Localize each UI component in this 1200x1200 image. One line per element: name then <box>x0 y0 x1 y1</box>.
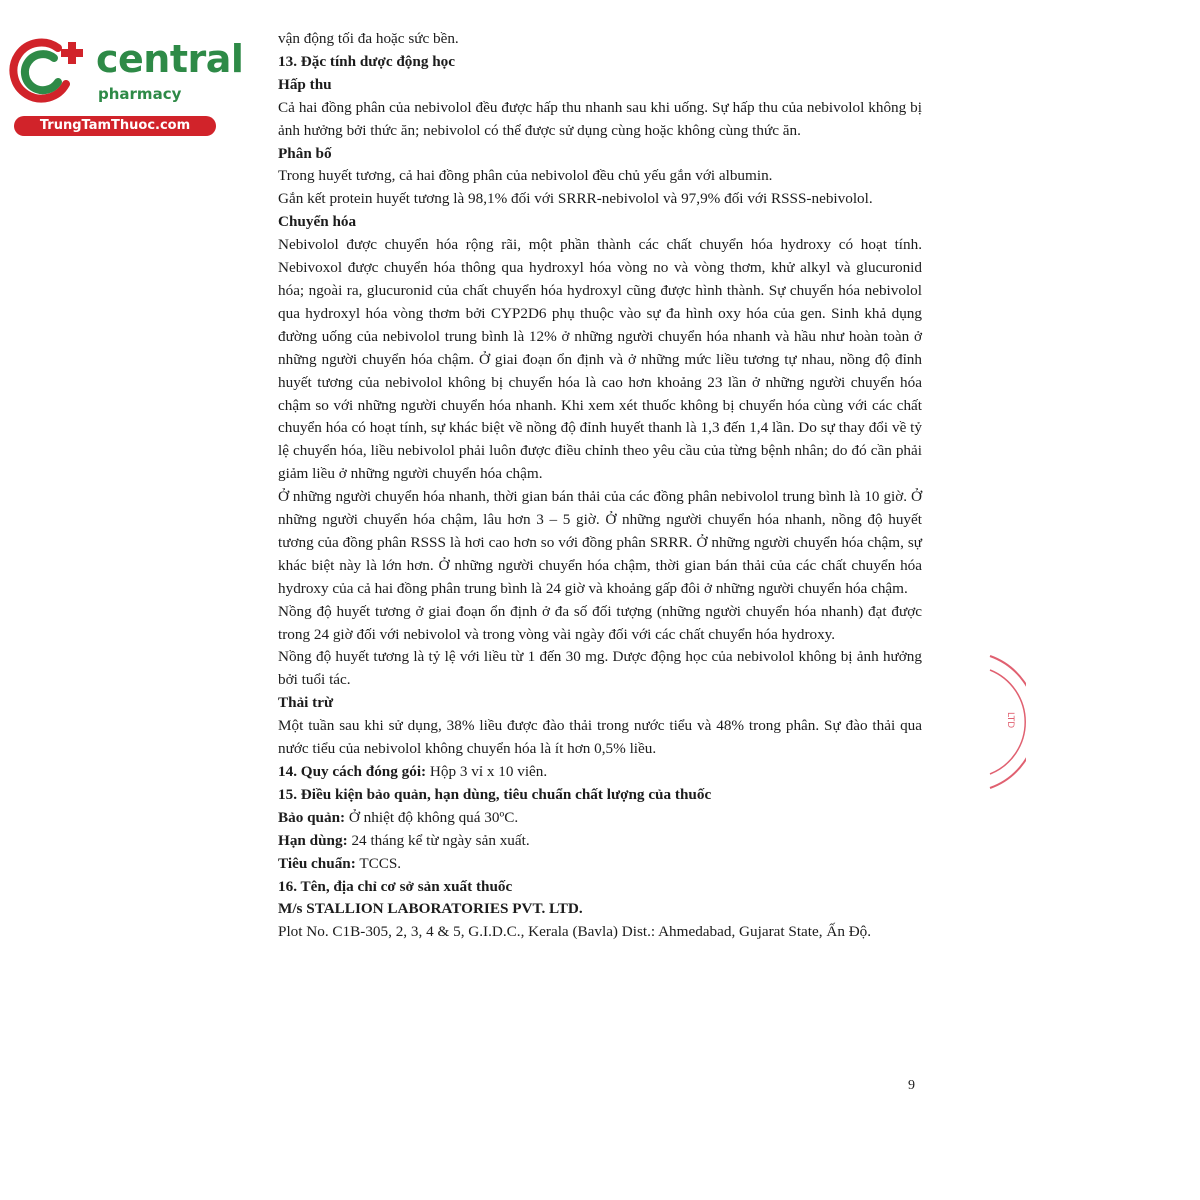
subheading-chuyen-hoa: Chuyển hóa <box>278 213 357 231</box>
manufacturer-address: Plot No. C1B-305, 2, 3, 4 & 5, G.I.D.C., Kerala (Bavla) Dist.: Ahmedabad, Gujarat State, Ấn Độ. <box>278 923 872 941</box>
stamp-text: LTD <box>1005 712 1015 729</box>
paragraph: Trong huyết tương, cả hai đồng phân của nebivolol đều chủ yếu gắn với albumin. <box>278 167 773 185</box>
paragraph: Nồng độ huyết tương ở giai đoạn ổn định ở đa số đối tượng (những người chuyển hóa nhanh) đạt được trong 24 giờ đối với nebivolol và trong vòng vài ngày đối với các chất chuyển hóa hydroxy. <box>278 602 922 643</box>
subheading-thai-tru: Thải trừ <box>278 694 334 712</box>
section-14 <box>278 761 922 784</box>
subheading-phan-bo: Phân bố <box>278 144 332 162</box>
paragraph: Ở những người chuyển hóa nhanh, thời gian bán thải của các đồng phân nebivolol trung bình là 10 giờ. Ở những người chuyển hóa chậm, lâu hơn 3 – 5 giờ. Ở những người chuyển hóa nhanh, nồng độ huyết tương của đồng phân RSSS là hơi cao hơn so với đồng phân SRRR. Ở những người chuyển hóa chậm, sự khác biệt này là lớn hơn. Ở những người chuyển hóa chậm, thời gian bán thải của các chất chuyển hóa hydroxy của cả hai đồng phân trung bình là 24 giờ và khoảng gấp đôi ở những người chuyển hóa chậm. <box>278 488 922 597</box>
shelf-life-label: Hạn dùng: <box>278 831 348 849</box>
standard-line <box>278 853 922 876</box>
subheading-hap-thu: Hấp thu <box>278 75 332 93</box>
paragraph: Gắn kết protein huyết tương là 98,1% đối với SRRR-nebivolol và 97,9% đối với RSSS-nebivolol. <box>278 190 873 208</box>
pharmacy-cross-icon <box>8 36 92 108</box>
section-heading-13: 13. Đặc tính dược động học <box>278 52 456 70</box>
paragraph: vận động tối đa hoặc sức bền. <box>278 30 459 47</box>
paragraph: Nebivolol được chuyển hóa rộng rãi, một phần thành các chất chuyển hóa hydroxy có hoạt tính. Nebivoxol được chuyển hóa thông qua hydroxyl hóa vòng no và vòng thơm, khử alkyl và glucuronid hóa; ngoài ra, glucuronid của chất chuyển hóa hydroxyl cũng được hình thành. Sự chuyển hóa nebivolol qua hydroxyl hóa vòng thơm bởi CYP2D6 phụ thuộc vào sự đa hình oxy hóa của gen. Sinh khả dụng đường uống của nebivolol trung bình là 12% ở những người chuyển hóa nhanh và hầu như hoàn toàn ở những người chuyển hóa chậm. Ở giai đoạn ổn định và ở những mức liều tương tự nhau, nồng độ đỉnh huyết tương của nebivolol không bị chuyển hóa là cao hơn khoảng 23 lần ở những người chuyển hóa chậm so với những người chuyển hóa nhanh. Khi xem xét thuốc không bị chuyển hóa cùng với các chất chuyển hóa có hoạt tính, sự khác biệt về nồng độ đỉnh huyết thanh là 1,3 đến 1,4 lần. Do sự thay đổi về tỷ lệ chuyển hóa, liều nebivolol phải luôn được điều chỉnh theo yêu cầu của từng bệnh nhân; do đó cần phải giảm liều ở những người chuyển hóa chậm. <box>278 236 922 483</box>
company-stamp-icon <box>986 652 1026 792</box>
paragraph: Một tuần sau khi sử dụng, 38% liều được đào thải trong nước tiểu và 48% trong phân. Sự đào thải qua nước tiểu của nebivolol không chuyển hóa là ít hơn 0,5% liều. <box>278 717 922 758</box>
page-number: 9 <box>908 1078 915 1093</box>
manufacturer-name: M/s STALLION LABORATORIES PVT. LTD. <box>278 900 583 918</box>
shelf-life-line <box>278 830 922 853</box>
storage-label: Bảo quản: <box>278 808 346 826</box>
section-heading-14: 14. Quy cách đóng gói: <box>278 763 427 780</box>
storage-line <box>278 807 922 830</box>
central-pharmacy-logo <box>8 36 244 136</box>
shelf-life-value: 24 tháng kể từ ngày sản xuất. <box>347 831 530 849</box>
packaging-value: Hộp 3 vỉ x 10 viên. <box>426 763 548 780</box>
storage-value: Ở nhiệt độ không quá 30ºC. <box>345 808 519 826</box>
standard-label: Tiêu chuẩn: <box>278 854 356 872</box>
document-body <box>278 28 922 944</box>
standard-value: TCCS. <box>355 854 402 872</box>
logo-brand: central <box>96 37 244 81</box>
section-heading-16: 16. Tên, địa chỉ cơ sở sản xuất thuốc <box>278 877 513 895</box>
section-heading-15: 15. Điều kiện bảo quản, hạn dùng, tiêu chuẩn chất lượng của thuốc <box>278 785 712 803</box>
logo-subtitle: pharmacy <box>98 85 182 103</box>
logo-site: TrungTamThuoc.com <box>14 116 216 136</box>
paragraph: Nồng độ huyết tương là tỷ lệ với liều từ 1 đến 30 mg. Dược động học của nebivolol không bị ảnh hưởng bởi tuổi tác. <box>278 648 922 689</box>
paragraph: Cả hai đồng phân của nebivolol đều được hấp thu nhanh sau khi uống. Sự hấp thu của nebivolol không bị ảnh hưởng bởi thức ăn; nebivolol có thể được sử dụng cùng hoặc không cùng thức ăn. <box>278 98 922 139</box>
